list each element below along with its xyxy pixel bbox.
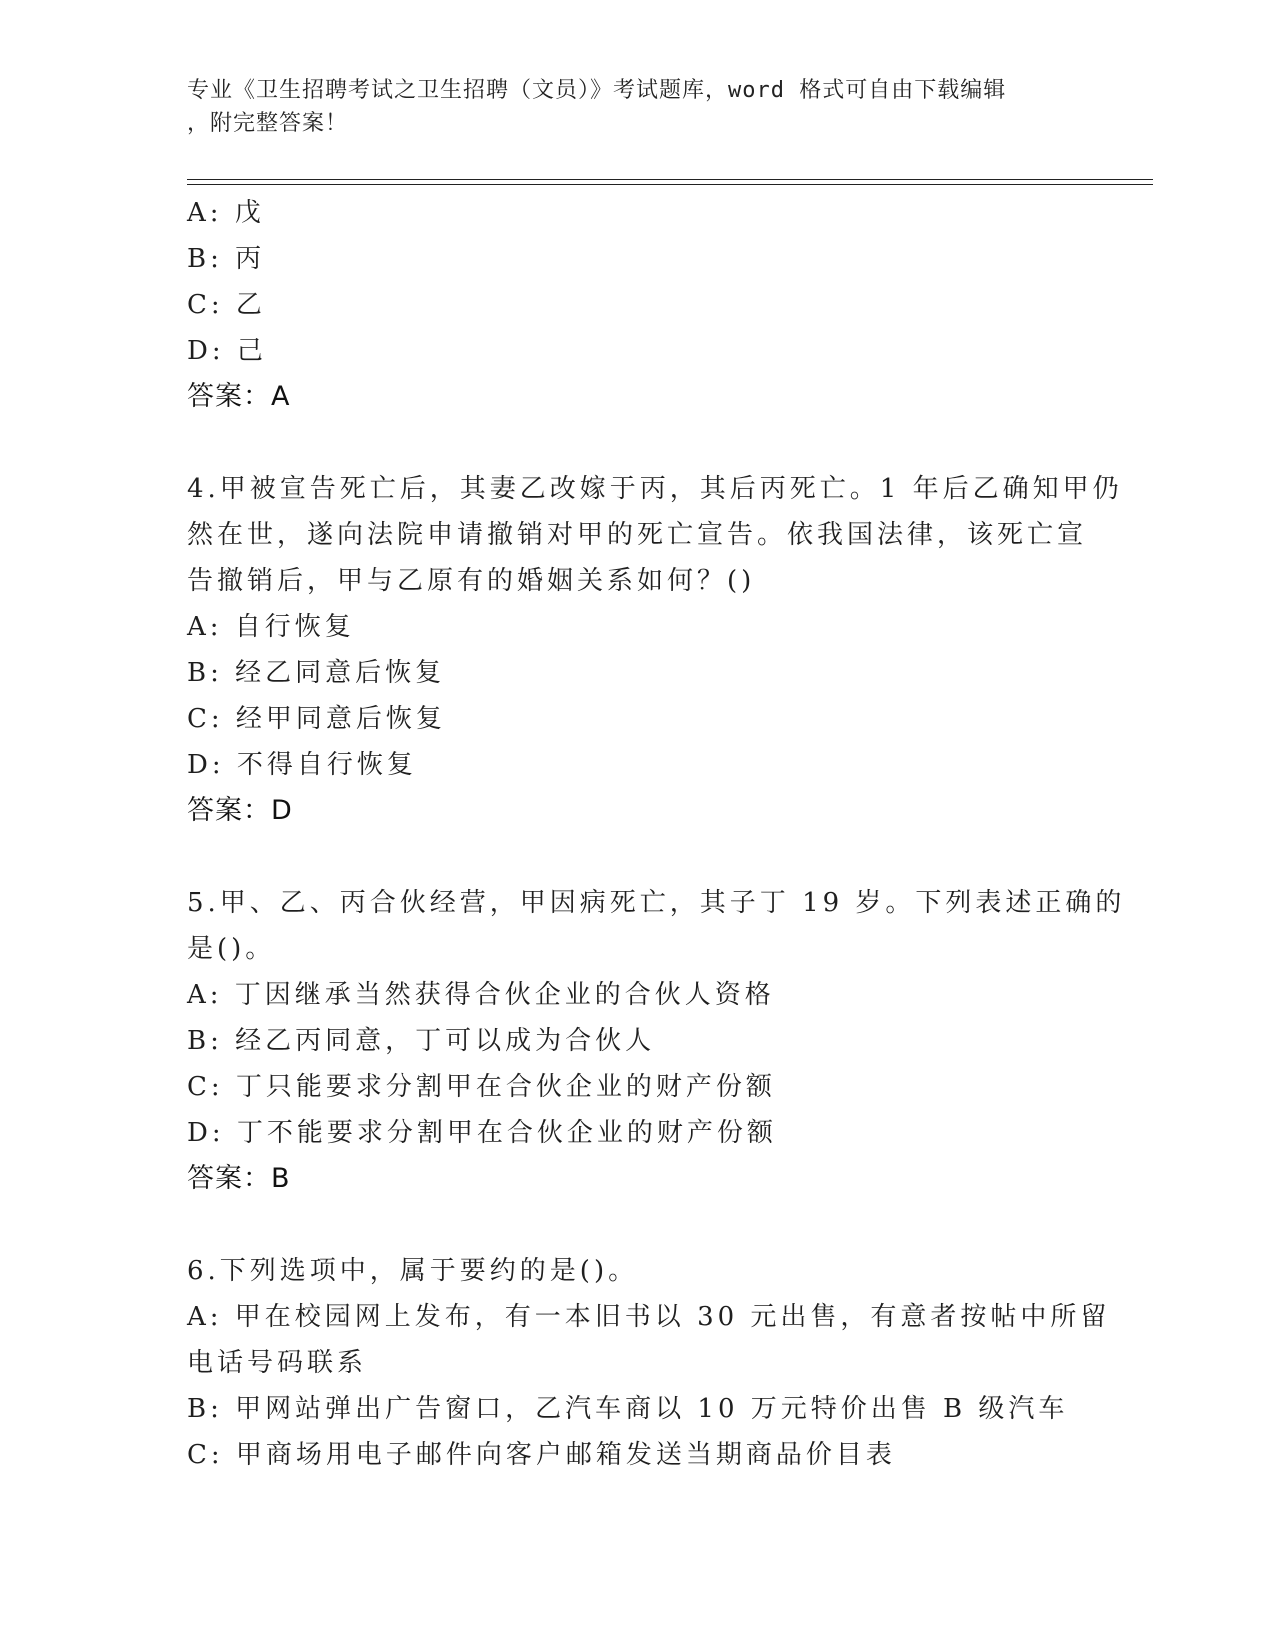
question-6: [187, 1248, 1111, 1478]
option-a: A: 自行恢复: [187, 612, 355, 642]
question-5: [187, 880, 1126, 1202]
header-rule-top: [187, 179, 1153, 180]
spacer: [187, 1202, 1087, 1248]
question-text-line: 是()。: [187, 934, 276, 964]
answer: 答案：B: [187, 1163, 291, 1194]
option-b: B: 丙: [187, 244, 266, 274]
option-c: C: 经甲同意后恢复: [187, 704, 446, 734]
header-line-1: 专业《卫生招聘考试之卫生招聘（文员）》考试题库，word 格式可自由下载编辑: [187, 78, 1007, 103]
option-a-continued: 电话号码联系: [187, 1348, 368, 1378]
option-d: D: 己: [187, 336, 267, 366]
option-c: C: 甲商场用电子邮件向客户邮箱发送当期商品价目表: [187, 1440, 896, 1470]
spacer: [187, 834, 1087, 880]
question-text-line: 然在世，遂向法院申请撤销对甲的死亡宣告。依我国法律，该死亡宣: [187, 520, 1088, 550]
option-a: A: 丁因继承当然获得合伙企业的合伙人资格: [187, 980, 775, 1010]
question-4: [187, 466, 1123, 834]
answer: 答案：A: [187, 381, 291, 412]
option-a: A: 戊: [187, 198, 265, 228]
option-c: C: 丁只能要求分割甲在合伙企业的财产份额: [187, 1072, 776, 1102]
question-text-line: 4.甲被宣告死亡后，其妻乙改嫁于丙，其后丙死亡。1 年后乙确知甲仍: [187, 474, 1123, 504]
header-line-2: ，附完整答案！: [187, 111, 349, 136]
header-rule-bottom: [187, 184, 1153, 185]
answer: 答案：D: [187, 795, 293, 826]
option-d: D: 丁不能要求分割甲在合伙企业的财产份额: [187, 1118, 777, 1148]
option-a: A: 甲在校园网上发布，有一本旧书以 30 元出售，有意者按帖中所留: [187, 1302, 1111, 1332]
option-b: B: 甲网站弹出广告窗口，乙汽车商以 10 万元特价出售 B 级汽车: [187, 1394, 1069, 1424]
page-header: [187, 74, 1087, 140]
question-3-options: [187, 190, 1087, 420]
option-d: D: 不得自行恢复: [187, 750, 417, 780]
question-content: [187, 190, 1126, 1478]
option-b: B: 经乙同意后恢复: [187, 658, 446, 688]
spacer: [187, 420, 1087, 466]
question-text-line: 告撤销后，甲与乙原有的婚姻关系如何？(): [187, 566, 756, 596]
question-text-line: 5.甲、乙、丙合伙经营，甲因病死亡，其子丁 19 岁。下列表述正确的: [187, 888, 1126, 918]
option-c: C: 乙: [187, 290, 266, 320]
option-b: B: 经乙丙同意，丁可以成为合伙人: [187, 1026, 656, 1056]
question-text-line: 6.下列选项中，属于要约的是()。: [187, 1256, 639, 1286]
